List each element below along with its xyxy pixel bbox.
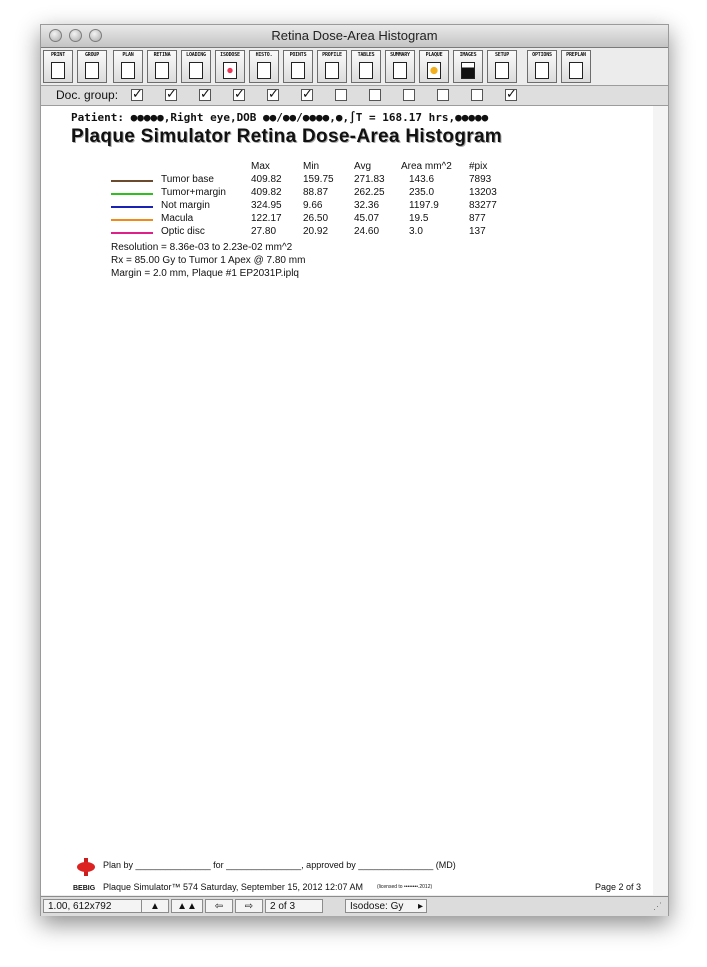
- legend-swatch: [111, 206, 153, 208]
- toolbar-button-print[interactable]: [43, 50, 73, 83]
- next-page-button[interactable]: [235, 899, 263, 913]
- license-note: (licensed to ••••••••.2012): [377, 884, 433, 890]
- document-page: [41, 106, 654, 895]
- histogram-row: [111, 187, 531, 200]
- legend-swatch: [111, 232, 153, 234]
- toolbar-button-label: PREPLAN: [566, 52, 586, 58]
- doc-group-label: Doc. group:: [56, 88, 119, 102]
- toolbar-button-label: POINTS: [289, 52, 307, 58]
- row-max: 409.82: [251, 174, 282, 185]
- mountain-large-icon: ▲▲: [177, 901, 197, 912]
- toolbar-button-points[interactable]: [283, 50, 313, 83]
- profile-icon: [325, 62, 339, 79]
- toolbar-button-label: RETINA: [153, 52, 171, 58]
- title-bar[interactable]: [41, 25, 668, 48]
- notes-block: [111, 241, 305, 280]
- margin-note: Margin = 2.0 mm, Plaque #1 EP2031P.iplq: [111, 268, 299, 279]
- row-pix: 137: [469, 226, 486, 237]
- row-min: 88.87: [303, 187, 329, 198]
- histogram-icon: [257, 62, 271, 79]
- toolbar-button-label: LOADING: [186, 52, 206, 58]
- toolbar-button-label: PROFILE: [322, 52, 342, 58]
- retina-icon: [155, 62, 169, 79]
- doc-group-checkbox-2[interactable]: ✓: [166, 87, 177, 102]
- legend-swatch: [111, 180, 153, 182]
- isodose-icon: [223, 62, 237, 79]
- loading-icon: [189, 62, 203, 79]
- row-label: Not margin: [161, 200, 210, 211]
- app-version-line: Plaque Simulator™ 574 Saturday, September 15, 2012 12:07 AM: [103, 882, 363, 892]
- page-number-field[interactable]: 2 of 3: [265, 899, 323, 913]
- page-indicator: Page 2 of 3: [595, 882, 642, 892]
- row-min: 159.75: [303, 174, 334, 185]
- header-avg: Avg: [354, 161, 372, 172]
- document-title: Plaque Simulator Retina Dose-Area Histogram: [71, 126, 503, 147]
- row-avg: 24.60: [354, 226, 380, 237]
- doc-group-checkbox-5[interactable]: ✓: [268, 87, 279, 102]
- toolbar-button-label: SUMMARY: [390, 52, 410, 58]
- toolbar-button-tables[interactable]: [351, 50, 381, 83]
- legend-swatch: [111, 219, 153, 221]
- doc-group-checkbox-11[interactable]: [471, 89, 483, 101]
- doc-group-bar: [41, 86, 668, 106]
- row-max: 27.80: [251, 226, 277, 237]
- images-icon: [461, 62, 475, 79]
- rx-note: Rx = 85.00 Gy to Tumor 1 Apex @ 7.80 mm: [111, 255, 306, 266]
- doc-group-checkbox-8[interactable]: [369, 89, 381, 101]
- row-avg: 262.25: [354, 187, 385, 198]
- doc-group-checkbox-4[interactable]: ✓: [234, 87, 245, 102]
- toolbar-button-group[interactable]: [77, 50, 107, 83]
- toolbar-button-isodose[interactable]: [215, 50, 245, 83]
- row-label: Tumor+margin: [161, 187, 226, 198]
- header-area: Area mm^2: [401, 161, 452, 172]
- doc-group-checkbox-7[interactable]: [335, 89, 347, 101]
- toolbar-button-label: PRINT: [50, 52, 66, 58]
- legend-swatch: [111, 193, 153, 195]
- row-max: 409.82: [251, 187, 282, 198]
- histogram-row: [111, 174, 531, 187]
- row-min: 26.50: [303, 213, 329, 224]
- mountain-small-icon: ▲: [150, 901, 160, 912]
- printer-icon: [51, 62, 65, 79]
- toolbar-button-preplan[interactable]: [561, 50, 591, 83]
- toolbar-button-setup[interactable]: [487, 50, 517, 83]
- row-label: Tumor base: [161, 174, 214, 185]
- vertical-scrollbar[interactable]: [653, 106, 668, 895]
- row-label: Optic disc: [161, 226, 205, 237]
- row-min: 20.92: [303, 226, 329, 237]
- toolbar-button-label: IMAGES: [459, 52, 477, 58]
- row-max: 122.17: [251, 213, 282, 224]
- histogram-row: [111, 200, 531, 213]
- next-page-icon: ⇨: [244, 901, 254, 912]
- row-avg: 45.07: [354, 213, 380, 224]
- row-pix: 83277: [469, 200, 497, 211]
- toolbar-button-plaque[interactable]: [419, 50, 449, 83]
- doc-group-checkbox-6[interactable]: ✓: [302, 87, 313, 102]
- row-area: 143.6: [409, 174, 435, 185]
- group-print-icon: [85, 62, 99, 79]
- toolbar-button-label: SETUP: [494, 52, 510, 58]
- options-icon: [535, 62, 549, 79]
- toolbar-button-summary[interactable]: [385, 50, 415, 83]
- scale-up-button[interactable]: [141, 899, 169, 913]
- header-pix: #pix: [469, 161, 488, 172]
- toolbar-button-label: HISTO.: [255, 52, 273, 58]
- doc-group-checkbox-10[interactable]: [437, 89, 449, 101]
- row-area: 235.0: [409, 187, 435, 198]
- histogram-row: [111, 226, 531, 239]
- header-max: Max: [251, 161, 270, 172]
- toolbar-button-loading[interactable]: [181, 50, 211, 83]
- doc-group-checkbox-3[interactable]: ✓: [200, 87, 211, 102]
- toolbar-button-label: TABLES: [357, 52, 375, 58]
- page-footer: [71, 858, 653, 894]
- zoom-readout: 1.00, 612x792: [43, 899, 143, 913]
- isodose-unit-label: Isodose: Gy: [350, 901, 404, 912]
- row-max: 324.95: [251, 200, 282, 211]
- toolbar-button-label: ISODOSE: [220, 52, 240, 58]
- scale-max-button[interactable]: [171, 899, 203, 913]
- isodose-unit-select[interactable]: [345, 899, 427, 913]
- row-pix: 877: [469, 213, 486, 224]
- doc-group-checkbox-1[interactable]: ✓: [132, 87, 143, 102]
- toolbar: [41, 48, 668, 86]
- bebig-logo-icon: [76, 858, 96, 886]
- toolbar-button-options[interactable]: [527, 50, 557, 83]
- row-pix: 7893: [469, 174, 492, 185]
- previous-page-icon: ⇦: [214, 901, 224, 912]
- logo-text: BEBIG: [73, 885, 96, 892]
- row-pix: 13203: [469, 187, 497, 198]
- toolbar-button-histo[interactable]: [249, 50, 279, 83]
- app-window: [40, 24, 669, 916]
- row-area: 3.0: [409, 226, 423, 237]
- row-min: 9.66: [303, 200, 323, 211]
- previous-page-button[interactable]: [205, 899, 233, 913]
- status-bar: [41, 896, 668, 916]
- toolbar-button-images[interactable]: [453, 50, 483, 83]
- preplan-icon: [569, 62, 583, 79]
- toolbar-button-label: PLAN: [122, 52, 134, 58]
- plan-icon: [121, 62, 135, 79]
- resolution-note: Resolution = 8.36e-03 to 2.23e-02 mm^2: [111, 242, 293, 253]
- tables-icon: [359, 62, 373, 79]
- toolbar-button-profile[interactable]: [317, 50, 347, 83]
- row-avg: 271.83: [354, 174, 385, 185]
- toolbar-button-label: OPTIONS: [532, 52, 552, 58]
- summary-icon: [393, 62, 407, 79]
- plaque-icon: [427, 62, 441, 79]
- points-icon: [291, 62, 305, 79]
- row-avg: 32.36: [354, 200, 380, 211]
- toolbar-button-plan[interactable]: [113, 50, 143, 83]
- toolbar-button-retina[interactable]: [147, 50, 177, 83]
- row-area: 19.5: [409, 213, 429, 224]
- setup-icon: [495, 62, 509, 79]
- signature-line: Plan by _______________ for _______________, approved by _______________ (MD): [103, 860, 456, 870]
- histogram-row: [111, 213, 531, 226]
- toolbar-button-label: GROUP: [84, 52, 100, 58]
- header-min: Min: [303, 161, 320, 172]
- doc-group-checkbox-12[interactable]: ✓: [506, 87, 517, 102]
- row-area: 1197.9: [409, 200, 439, 211]
- row-label: Macula: [161, 213, 194, 224]
- resize-grip-icon[interactable]: ⋰: [653, 901, 662, 911]
- patient-line: Patient: ●●●●●,Right eye,DOB ●●/●●/●●●●,●,∫T = 168.17 hrs,●●●●●: [71, 111, 489, 124]
- dropdown-arrow-icon: ▸: [417, 901, 423, 912]
- window-title: Retina Dose-Area Histogram: [271, 28, 438, 43]
- doc-group-checkbox-9[interactable]: [403, 89, 415, 101]
- toolbar-button-label: PLAQUE: [425, 52, 443, 58]
